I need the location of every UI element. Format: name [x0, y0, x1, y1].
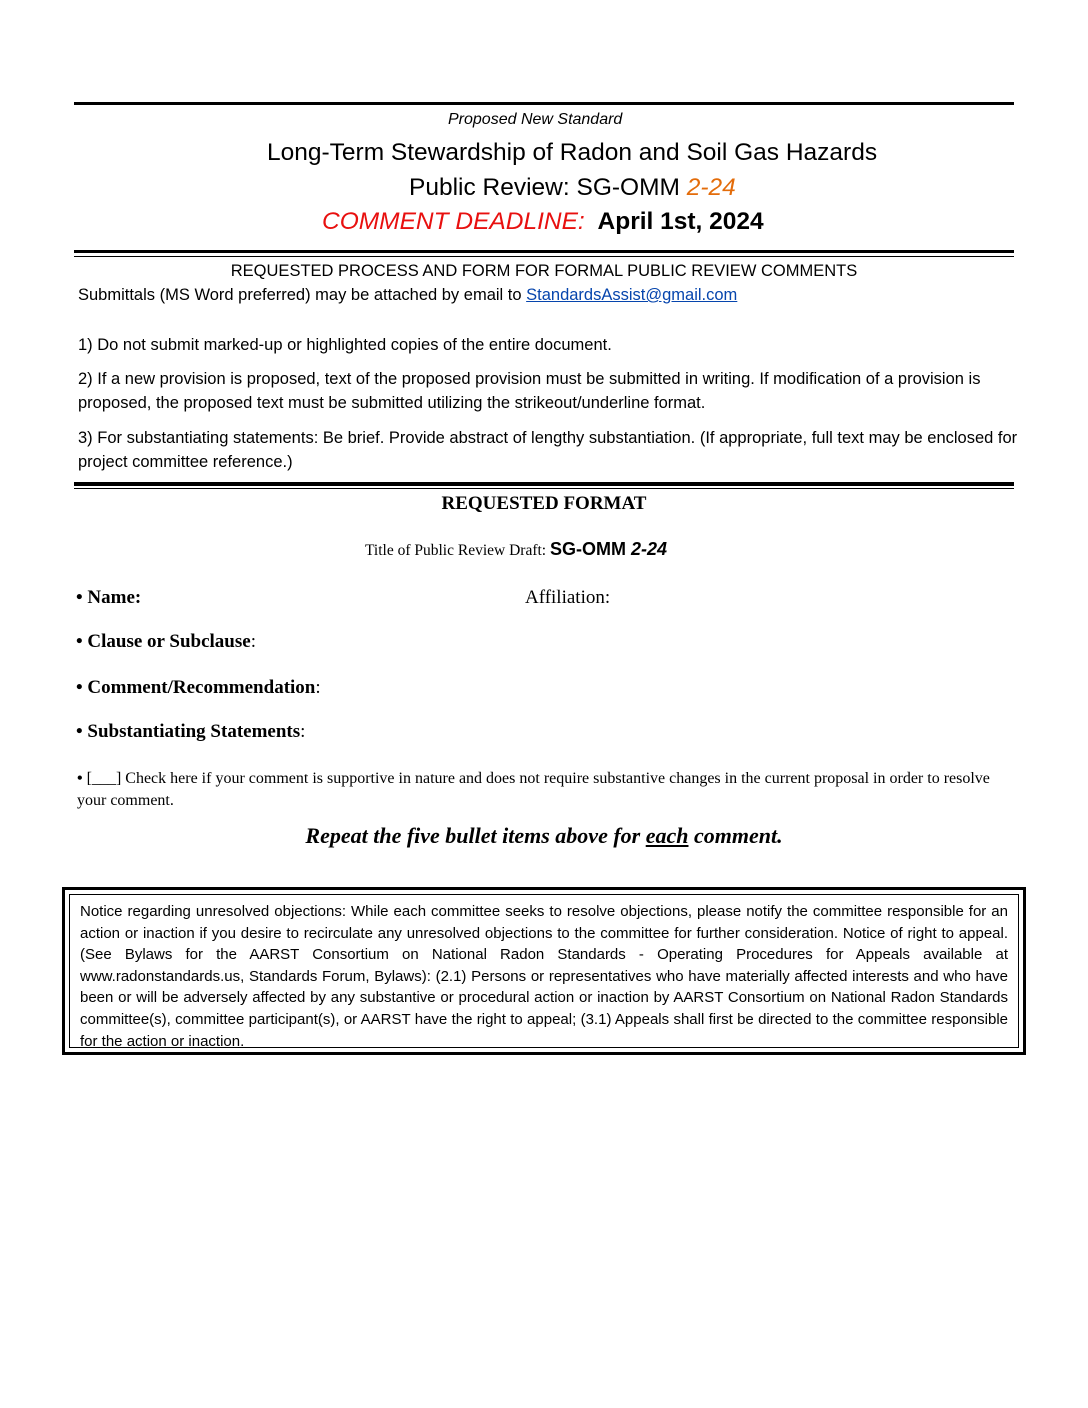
supportive-checkbox-line — [77, 768, 997, 812]
notice-box-inner — [69, 894, 1019, 1048]
comment-deadline-date: April 1st, 2024 — [597, 208, 764, 235]
submittals-text: Submittals (MS Word preferred) may be attached by email to — [78, 286, 527, 304]
email-link[interactable]: StandardsAssist@gmail.com — [526, 286, 738, 304]
repeat-prefix: Repeat the five bullet items above for — [305, 823, 646, 848]
format-heading: REQUESTED FORMAT — [441, 493, 647, 514]
draft-title-label: Title of Public Review Draft: — [365, 542, 550, 559]
format-section-rule-top — [74, 482, 1014, 486]
instructions-heading: REQUESTED PROCESS AND FORM FOR FORMAL PUBLIC REVIEW COMMENTS — [230, 262, 858, 280]
draft-title-code: SG-OMM — [549, 539, 631, 559]
format-section-rule-bottom — [74, 488, 1014, 489]
public-review-line — [409, 174, 736, 202]
document-title: Long-Term Stewardship of Radon and Soil Gas Hazards — [267, 139, 878, 166]
repeat-suffix: comment. — [688, 823, 783, 848]
notice-text: Notice regarding unresolved objections: While each committee seeks to resolve objections, please notify the committee responsible for an action or inaction if you desire to recirculate any unresolved objections to the committee for further consideration. Notice of right to appeal. (See Bylaws for the AARST Consortium on National Radon Standards - Operating Procedures for Appeals available at www.radonstandards.us, Standards Forum, Bylaws): (2.1) Persons or representatives who have materially affected interests and who have been or will be adversely affected by any substantive or procedural action or inaction by AARST Consortium on National Radon Standards committee(s), committee participant(s), or AARST have the right to appeal; (3.1) Appeals shall first be directed to the committee responsible for the action or inaction. — [80, 903, 1008, 1050]
comment-deadline-line — [322, 208, 764, 236]
public-review-label: Public Review: SG-OMM — [409, 174, 687, 201]
draft-title-version: 2-24 — [630, 539, 668, 559]
header-double-rule-bottom — [74, 256, 1014, 257]
supportive-checkbox[interactable]: [___] — [86, 770, 122, 787]
repeat-instruction — [0, 823, 1088, 849]
affiliation-field-label: Affiliation: — [525, 587, 611, 608]
instruction-item-3: 3) For substantiating statements: Be brief. Provide abstract of lengthy substantiation. (If appropriate, full text may be enclosed for project committee reference.) — [78, 429, 1018, 471]
notice-box — [62, 887, 1026, 1055]
top-rule — [74, 102, 1014, 105]
header-double-rule-top — [74, 250, 1014, 253]
submittals-line — [78, 286, 737, 305]
supportive-checkbox-text: Check here if your comment is supportive in nature and does not require substantive changes in the current proposal in order to resolve your comment. — [77, 770, 990, 809]
draft-title-line — [365, 539, 667, 560]
statements-field-label: • Substantiating Statements: — [76, 721, 306, 742]
comment-field-label: • Comment/Recommendation: — [76, 677, 321, 698]
document-subtitle: Proposed New Standard — [448, 111, 623, 128]
name-field-label: • Name: — [76, 587, 142, 608]
check-bullet: • — [77, 770, 83, 787]
repeat-emphasis: each — [645, 823, 689, 848]
public-review-version: 2-24 — [686, 174, 736, 201]
instruction-item-1: 1) Do not submit marked-up or highlighted copies of the entire document. — [78, 336, 612, 354]
instruction-item-2: 2) If a new provision is proposed, text of the proposed provision must be submitted in writing. If modification of a provision is proposed, the proposed text must be submitted utilizing the strikeout/underline format. — [78, 370, 981, 412]
clause-field-label: • Clause or Subclause: — [76, 631, 256, 652]
comment-deadline-label: COMMENT DEADLINE: — [322, 208, 585, 235]
